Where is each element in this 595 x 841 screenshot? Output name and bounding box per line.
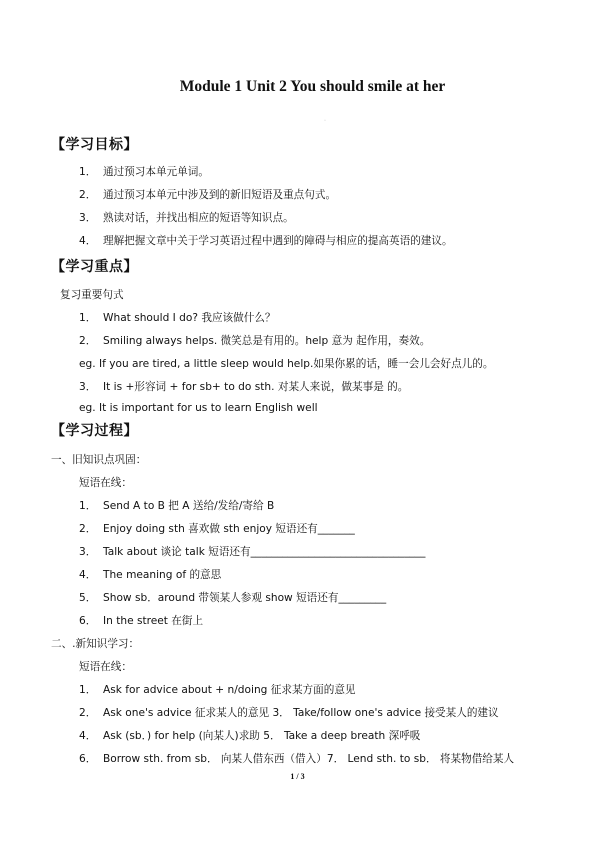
- phrase-item: 5． Show sb．around 带领某人参观 show 短语还有_________: [79, 592, 387, 604]
- phrase-item: 1． Ask for advice about + n/doing 征求某方面的意见: [79, 684, 356, 696]
- goals-heading: 【学习目标】: [51, 137, 138, 153]
- keypoint-item: 2． Smiling always helps. 微笑总是有用的。help 意为 起作用，奏效。: [79, 335, 431, 347]
- stray-dot: ·: [324, 118, 326, 124]
- process-heading: 【学习过程】: [51, 423, 138, 439]
- goal-item: 3． 熟读对话，并找出相应的短语等知识点。: [79, 212, 294, 224]
- phrase-item: 1． Send A to B 把 A 送给/发给/寄给 B: [79, 500, 275, 512]
- keypoint-item: 1． What should I do? 我应该做什么？: [79, 312, 276, 324]
- keypoint-example: eg. It is important for us to learn English well: [79, 402, 318, 414]
- phrase-item: 4． The meaning of 的意思: [79, 569, 222, 581]
- phrase-item: 3． Talk about 谈论 talk 短语还有_________________________________: [79, 546, 426, 558]
- part2-title: 二、.新知识学习：: [51, 638, 140, 650]
- keypoints-heading: 【学习重点】: [51, 259, 138, 275]
- keypoint-example: eg. If you are tired, a little sleep would help.如果你累的话，睡一会儿会好点儿的。: [79, 358, 494, 370]
- phrase-item: 2． Ask one's advice 征求某人的意见 3． Take/follow one's advice 接受某人的建议: [79, 707, 499, 719]
- page-number: 1 / 3: [290, 772, 305, 781]
- phrase-item: 6． In the street 在街上: [79, 615, 204, 627]
- keypoint-item: 3． It is +形容词 + for sb+ to do sth. 对某人来说，做某事是 的。: [79, 381, 409, 393]
- phrase-item: 4． Ask (sb．) for help (向某人)求助 5． Take a deep breath 深呼吸: [79, 730, 421, 742]
- document-title: Module 1 Unit 2 You should smile at her: [179, 78, 446, 95]
- goal-item: 4． 理解把握文章中关于学习英语过程中遇到的障碍与相应的提高英语的建议。: [79, 235, 453, 247]
- part1-subtitle: 短语在线：: [79, 477, 132, 489]
- part2-subtitle: 短语在线：: [79, 661, 132, 673]
- part1-title: 一、旧知识点巩固：: [51, 454, 147, 466]
- keypoints-intro: 复习重要句式: [60, 289, 124, 301]
- phrase-item: 2． Enjoy doing sth 喜欢做 sth enjoy 短语还有_______: [79, 523, 355, 535]
- phrase-item: 6． Borrow sth. from sb． 向某人借东西（借入）7． Lend sth. to sb． 将某物借给某人: [79, 753, 515, 765]
- goal-item: 2． 通过预习本单元中涉及到的新旧短语及重点句式。: [79, 189, 337, 201]
- goal-item: 1． 通过预习本单元单词。: [79, 166, 209, 178]
